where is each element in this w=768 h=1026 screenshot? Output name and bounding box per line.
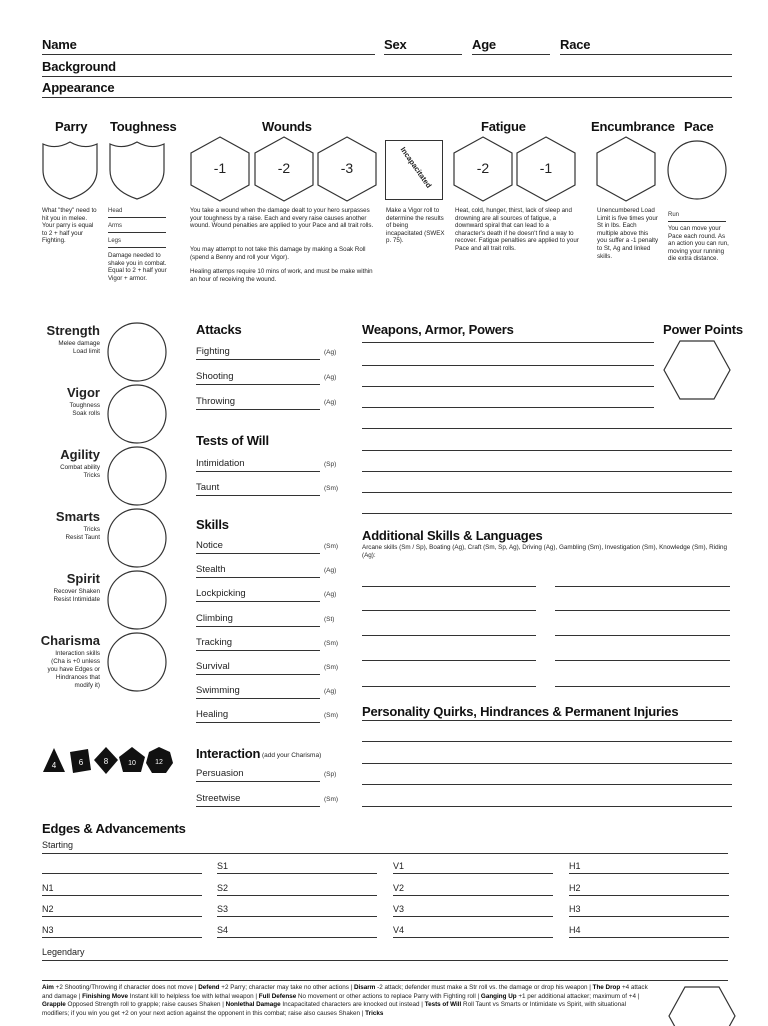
advance-field[interactable]: [42, 895, 202, 896]
attribute-die-circle[interactable]: [107, 322, 169, 384]
fatigue-2-value: -1: [539, 160, 553, 176]
sex-field[interactable]: [384, 54, 462, 55]
advance-label: N3: [42, 925, 54, 935]
d4-icon: [43, 748, 65, 772]
advance-field[interactable]: [393, 895, 553, 896]
rule-text: +1 per additional attacker; maximum of +4 |: [516, 992, 640, 1000]
skill-row[interactable]: [196, 588, 356, 604]
attribute-desc: Combat ability Tricks: [60, 464, 100, 479]
wounds-desc-3: Healing attemps require 10 mins of work, and must be make within an hour of receiving the wound.: [190, 268, 373, 283]
rule-text: -2 attack; defender must make a Str roll vs. the damage or drop his weapon |: [375, 984, 593, 991]
wound-2-value: -2: [277, 160, 291, 176]
skill-attribute: (Sp): [324, 771, 337, 778]
advance-field[interactable]: [569, 937, 729, 938]
skill-row[interactable]: [196, 371, 356, 387]
skill-die-field[interactable]: [196, 722, 320, 723]
skill-row[interactable]: [196, 613, 356, 629]
toughness-head-field[interactable]: [108, 217, 166, 218]
sex-label: Sex: [384, 37, 407, 52]
quirk-line[interactable]: [362, 806, 732, 807]
attribute-die-circle[interactable]: [107, 570, 169, 632]
attribute-name: Spirit: [66, 571, 100, 586]
advance-field[interactable]: [569, 916, 729, 917]
advance-label: V1: [393, 861, 405, 871]
skill-name: Tracking: [196, 636, 233, 648]
parry-title: Parry: [55, 119, 88, 134]
skill-die-field[interactable]: [196, 577, 320, 578]
weapons-line[interactable]: [362, 471, 732, 472]
toughness-desc: Damage needed to shake you in combat. Equal to 2 + half your Vigor + armor.: [108, 252, 167, 282]
advance-field[interactable]: [217, 895, 377, 896]
advance-label: V4: [393, 925, 405, 935]
d10-icon: [119, 747, 145, 772]
skill-name: Survival: [196, 661, 230, 672]
advance-label: V2: [393, 883, 405, 893]
advance-label: N2: [42, 904, 54, 914]
rule-name: Disarm: [354, 984, 376, 991]
skill-row[interactable]: [196, 685, 356, 701]
skill-name: Taunt: [196, 482, 220, 493]
skill-attribute: (Ag): [324, 399, 337, 406]
skill-attribute: (Sm): [324, 639, 339, 647]
advance-label: H3: [569, 904, 581, 914]
additional-skill-line[interactable]: [555, 660, 730, 661]
wound-1-value: -1: [213, 160, 227, 176]
rule-text: Instant kill to helpless foe with lethal weapon |: [127, 992, 259, 1000]
skill-row[interactable]: [196, 482, 356, 498]
skill-attribute: (Sp): [324, 461, 337, 468]
additional-desc: Arcane skills (Sm / Sp), Boating (Ag), Craft (Sm, Sp, Ag), Driving (Ag), Gambling (Sm), Investigation (Sm), Knowledge (Sm), Riding (Ag):: [362, 544, 727, 559]
additional-title: Additional Skills & Languages: [362, 528, 543, 543]
attribute-die-circle[interactable]: [107, 508, 169, 570]
rule-name: Finishing Move: [82, 992, 128, 1000]
fatigue-desc: Heat, cold, hunger, thirst, lack of sleep and drowning are all sources of fatigue, a downward spiral that can lead to a character's death if he doesn't find a way to recover. Fatigue penalties are applied to your Pace and all trait rolls.: [455, 207, 579, 252]
pace-run-label: Run: [668, 212, 680, 218]
weapons-title: Weapons, Armor, Powers: [362, 322, 514, 337]
skill-attribute: (Sm): [324, 485, 339, 492]
skill-attribute: (Ag): [324, 349, 337, 356]
incapacitated-label: Incapacitated: [398, 145, 434, 190]
svg-text:12: 12: [155, 759, 163, 766]
edges-legendary-field[interactable]: [42, 960, 728, 961]
age-field[interactable]: [472, 54, 550, 55]
bennies-hexagon[interactable]: [668, 986, 738, 1026]
additional-skill-line[interactable]: [555, 610, 730, 611]
rule-name: The Drop: [592, 984, 621, 991]
power-points-hexagon[interactable]: [663, 340, 733, 402]
weapons-line[interactable]: [362, 365, 654, 366]
toughness-shield-icon[interactable]: [108, 140, 168, 202]
advance-field[interactable]: [393, 916, 553, 917]
quirk-line[interactable]: [362, 763, 732, 764]
additional-skill-line[interactable]: [362, 635, 536, 636]
weapons-line[interactable]: [362, 428, 732, 429]
rule-name: Nonlethal Damage: [225, 1001, 281, 1008]
skills-title: Skills: [196, 517, 229, 532]
weapons-line[interactable]: [362, 407, 654, 408]
skill-row[interactable]: [196, 661, 356, 677]
skill-name: Lockpicking: [196, 588, 246, 600]
toughness-title: Toughness: [110, 119, 177, 134]
race-label: Race: [560, 37, 591, 52]
rule-name: Tests of Will: [424, 1001, 462, 1008]
skill-name: Swimming: [196, 685, 240, 697]
attacks-title: Attacks: [196, 322, 242, 337]
skill-attribute: (Sm): [324, 712, 339, 720]
pace-desc: You can move your Pace each round. As an action you can run, moving your running die extra distance.: [668, 225, 729, 263]
weapons-line[interactable]: [362, 386, 654, 387]
advance-field[interactable]: [393, 937, 553, 938]
rule-name: Aim: [42, 984, 54, 991]
pace-run-field[interactable]: [668, 221, 726, 222]
skill-row[interactable]: [196, 346, 356, 362]
skill-die-field[interactable]: [196, 384, 320, 385]
name-label: Name: [42, 37, 77, 52]
encumbrance-hexagon[interactable]: [596, 136, 658, 204]
encumbrance-title: Encumbrance: [591, 119, 675, 134]
skill-die-field[interactable]: [196, 806, 320, 807]
advance-label: H2: [569, 883, 581, 893]
skill-attribute: (Sm): [324, 796, 339, 803]
incapacitated-box[interactable]: [385, 140, 443, 200]
svg-text:6: 6: [78, 758, 84, 767]
skill-row[interactable]: [196, 709, 356, 725]
interaction-title: Interaction: [196, 746, 261, 761]
advance-field[interactable]: [217, 916, 377, 917]
skill-attribute: (Ag): [324, 567, 337, 575]
weapons-line[interactable]: [362, 492, 732, 493]
advance-label: S4: [217, 925, 229, 935]
additional-skill-line[interactable]: [555, 686, 730, 687]
skill-name: Stealth: [196, 564, 226, 576]
additional-skill-line[interactable]: [362, 586, 536, 587]
skill-die-field[interactable]: [196, 553, 320, 554]
skill-die-field[interactable]: [196, 674, 320, 675]
skill-name: Throwing: [196, 396, 236, 407]
background-field[interactable]: [42, 76, 732, 77]
wounds-desc-2: You may attempt to not take this damage by making a Soak Roll (spend a Benny and roll your Vigor).: [190, 246, 366, 261]
advance-field[interactable]: [217, 937, 377, 938]
attribute-desc: Recover Shaken Resist Intimidate: [53, 588, 100, 603]
rule-text: No movement or other actions to replace Parry with Fighting roll |: [296, 992, 481, 1000]
advance-label: V3: [393, 904, 405, 914]
rule-name: Ganging Up: [480, 992, 517, 1000]
rule-text: Roll Taunt vs Smarts or Intimidate vs Spirit, with situational modifiers; if you win you get +2 on your next action against the opponent in this combat; raise also causes Shaken |: [42, 1001, 626, 1017]
attribute-die-circle[interactable]: [107, 446, 169, 508]
skill-row[interactable]: [196, 564, 356, 580]
skill-row[interactable]: [196, 768, 356, 784]
skill-attribute: (St): [324, 615, 335, 623]
additional-skill-line[interactable]: [362, 686, 536, 687]
rule-text: +2 Parry; character may take no other actions |: [219, 984, 354, 991]
age-label: Age: [472, 37, 496, 52]
skill-die-field[interactable]: [196, 650, 320, 651]
attribute-desc: Toughness Soak rolls: [69, 402, 100, 417]
attribute-die-circle[interactable]: [107, 632, 169, 694]
toughness-arms-label: Arms: [108, 223, 122, 229]
toughness-arms-field[interactable]: [108, 232, 166, 233]
skill-die-field[interactable]: [196, 359, 320, 360]
advance-field[interactable]: [42, 873, 202, 874]
attribute-desc: Tricks Resist Taunt: [65, 526, 100, 541]
background-label: Background: [42, 59, 116, 74]
edges-starting-field[interactable]: [42, 853, 728, 854]
encumbrance-desc: Unencumbered Load Limit is five times your St in lbs. Each multiple above this you suffer a -1 penalty to St, Ag and linked skills.: [597, 207, 659, 260]
toughness-legs-field[interactable]: [108, 247, 166, 248]
incapacitated-desc: Make a Vigor roll to determine the results of being incapacitated (SWEX p. 75).: [386, 207, 445, 245]
attribute-die-circle[interactable]: [107, 384, 169, 446]
rule-name: Tricks: [365, 1009, 384, 1017]
quirks-title: Personality Quirks, Hindrances & Permanent Injuries: [362, 704, 679, 719]
attribute-name: Agility: [60, 447, 100, 462]
attribute-name: Charisma: [40, 633, 100, 648]
skill-name: Fighting: [196, 346, 230, 357]
advance-label: S2: [217, 883, 229, 893]
interaction-note: (add your Charisma): [262, 752, 322, 759]
toughness-head-label: Head: [108, 208, 123, 214]
dice-icons: [42, 746, 174, 776]
wounds-desc-1: You take a wound when the damage dealt to your hero surpasses your toughness by a raise. Each and every raise causes another wound. Wound penalties are applied to your Pace and all trait rolls.: [190, 207, 374, 230]
skill-row[interactable]: [196, 793, 356, 809]
rule-name: Grapple: [42, 1001, 66, 1008]
rule-name: Defend: [198, 984, 220, 991]
d12-icon: [146, 747, 173, 773]
advance-label: S1: [217, 861, 229, 871]
skill-attribute: (Sm): [324, 664, 339, 671]
wound-3-value: -3: [340, 160, 354, 176]
skill-name: Healing: [196, 709, 229, 721]
skill-die-field[interactable]: [196, 495, 320, 496]
attribute-desc: Melee damage Load limit: [58, 340, 100, 355]
rule-name: Full Defense: [258, 992, 297, 1000]
skill-die-field[interactable]: [196, 781, 320, 782]
skill-attribute: (Ag): [324, 591, 337, 599]
skill-name: Persuasion: [196, 768, 244, 779]
advance-field[interactable]: [569, 873, 729, 874]
quirk-line[interactable]: [362, 741, 732, 742]
skill-row[interactable]: [196, 396, 356, 412]
advance-label: H4: [569, 925, 581, 935]
advance-field[interactable]: [569, 895, 729, 896]
attribute-name: Vigor: [67, 385, 100, 400]
skill-name: Streetwise: [196, 793, 241, 804]
skill-name: Intimidation: [196, 458, 245, 469]
footer-divider: [42, 980, 728, 981]
attribute-name: Strength: [46, 323, 100, 338]
weapons-line[interactable]: [362, 342, 654, 343]
fatigue-title: Fatigue: [481, 119, 526, 134]
advance-label: S3: [217, 904, 229, 914]
rule-text: +2 Shooting/Throwing if character does not move |: [53, 984, 199, 991]
advance-field[interactable]: [42, 937, 202, 938]
toughness-legs-label: Legs: [108, 238, 122, 244]
skill-row[interactable]: [196, 540, 356, 556]
attribute-desc: Interaction skills (Cha is +0 unless you have Edges or Hindrances that modify it): [47, 650, 100, 689]
edges-legendary-label: Legendary: [42, 947, 85, 957]
wounds-title: Wounds: [262, 119, 312, 134]
svg-text:4: 4: [51, 761, 57, 770]
quirk-line[interactable]: [362, 720, 732, 721]
skill-die-field[interactable]: [196, 626, 320, 627]
pace-title: Pace: [684, 119, 714, 134]
will-title: Tests of Will: [196, 433, 269, 448]
edges-title: Edges & Advancements: [42, 821, 186, 836]
skill-row[interactable]: [196, 637, 356, 653]
quirk-line[interactable]: [362, 784, 732, 785]
d8-icon: [94, 747, 118, 774]
skill-die-field[interactable]: [196, 471, 320, 472]
edges-starting-label: Starting: [42, 840, 74, 850]
d6-icon: [70, 749, 91, 773]
skill-name: Notice: [196, 540, 223, 551]
skill-attribute: (Ag): [324, 374, 337, 381]
advance-field[interactable]: [393, 873, 553, 874]
skill-name: Shooting: [196, 371, 234, 382]
weapons-line[interactable]: [362, 450, 732, 451]
advance-field[interactable]: [42, 916, 202, 917]
svg-text:8: 8: [103, 757, 109, 766]
skill-attribute: (Sm): [324, 543, 339, 550]
additional-skill-line[interactable]: [555, 586, 730, 587]
additional-skill-line[interactable]: [362, 610, 536, 611]
advance-field[interactable]: [217, 873, 377, 874]
advance-label: H1: [569, 861, 581, 871]
combat-rules-text: [42, 984, 650, 1018]
rule-text: +4 attack and damage |: [42, 984, 648, 1000]
appearance-label: Appearance: [42, 80, 115, 95]
skill-attribute: (Ag): [324, 688, 337, 696]
advance-label: N1: [42, 883, 54, 893]
appearance-field[interactable]: [42, 97, 732, 98]
fatigue-1-value: -2: [476, 160, 490, 176]
skill-die-field[interactable]: [196, 409, 320, 410]
name-field[interactable]: [42, 54, 375, 55]
rule-text: Opposed Strength roll to grapple; raise causes Shaken |: [65, 1001, 226, 1008]
parry-desc: What "they" need to hit you in melee. Your parry is equal to 2 + half your Fighting.: [42, 207, 97, 245]
rule-text: Incapacitated characters are knocked out instead |: [280, 1001, 425, 1008]
pace-circle[interactable]: [667, 140, 729, 202]
attribute-name: Smarts: [55, 509, 100, 524]
race-field[interactable]: [560, 54, 732, 55]
skill-die-field[interactable]: [196, 601, 320, 602]
additional-skill-line[interactable]: [362, 660, 536, 661]
svg-text:10: 10: [128, 760, 136, 767]
skill-die-field[interactable]: [196, 698, 320, 699]
parry-shield-icon[interactable]: [41, 140, 101, 202]
weapons-line[interactable]: [362, 513, 732, 514]
additional-skill-line[interactable]: [555, 635, 730, 636]
power-points-title: Power Points: [663, 322, 743, 337]
skill-name: Climbing: [196, 612, 233, 624]
skill-row[interactable]: [196, 458, 356, 474]
